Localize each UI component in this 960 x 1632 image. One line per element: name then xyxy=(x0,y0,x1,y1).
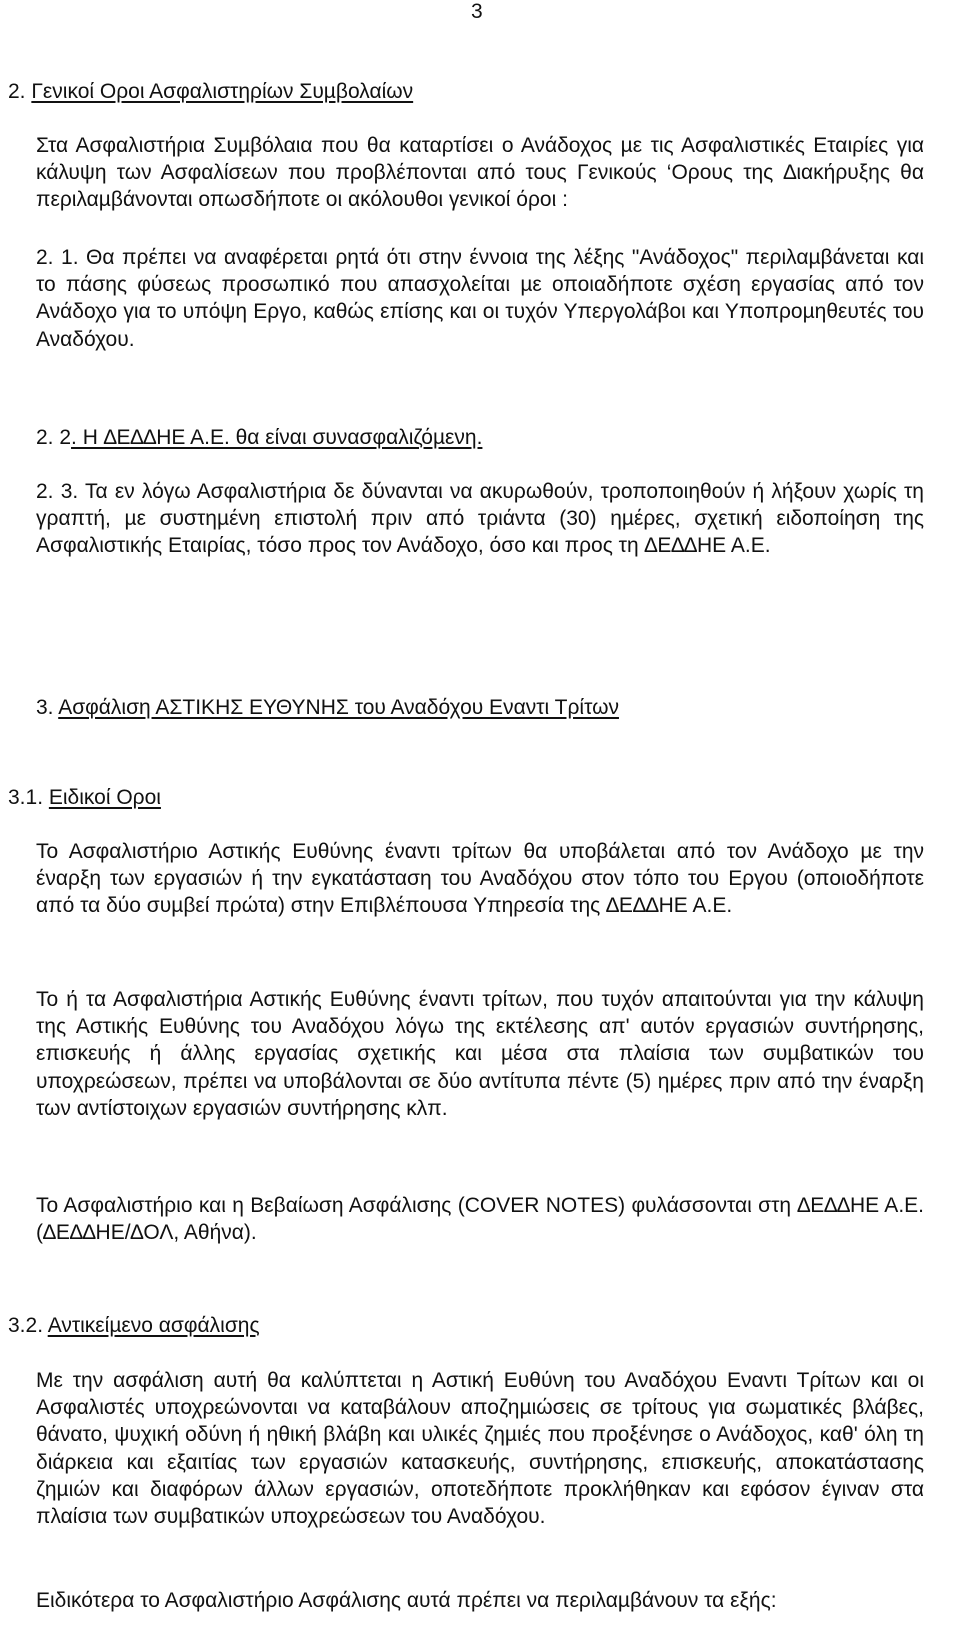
subsection-3-2-heading xyxy=(8,1312,260,1339)
section-2-heading xyxy=(8,78,413,105)
subsection-3-2-paragraph-1: Με την ασφάλιση αυτή θα καλύπτεται η Αστική Ευθύνη του Αναδόχου Εναντι Τρίτων και οι Ασφαλιστές υποχρεώνονται να καταβάλουν αποζηµιώσεις σε τρίτους για σωµατικές βλάβες, θάνατο, ψυχική οδύνη ή ηθική βλάβη και υλικές ζηµιές που προξένησε ο Ανάδοχος, καθ' όλη τη διάρκεια και εξαιτίας των εργασιών κατασκευής, συντήρησης, επισκευής, αποκατάστασης ζηµιών και διαφόρων άλλων εργασιών, οποτεδήποτε προκλήθηκαν και εφόσον έγιναν στα πλαίσια των συµβατικών υποχρεώσεων του Αναδόχου. xyxy=(36,1369,924,1529)
subsection-3-1-number: 3.1. xyxy=(8,786,49,809)
subsection-3-2-number: 3.2. xyxy=(8,1314,48,1337)
clause-2-2 xyxy=(36,424,482,451)
section-3-title: Ασφάλιση ΑΣΤΙΚΗΣ ΕΥΘΥΝΗΣ του Αναδόχου Εναντι Τρίτων xyxy=(58,696,619,719)
section-2-number: 2. xyxy=(8,80,32,103)
clause-2-2-number: 2. 2 xyxy=(36,426,72,449)
section-2-intro: Στα Ασφαλιστήρια Συµβόλαια που θα καταρτίσει ο Ανάδοχος µε τις Ασφαλιστικές Εταιρίες για κάλυψη των Ασφαλίσεων που προβλέπονται από τους Γενικούς ‘Ορους της ∆ιακήρυξης θα περιλαµβάνονται οπωσδήποτε οι ακόλουθοι γενικοί όροι : xyxy=(36,134,924,212)
clause-2-2-text: . Η ∆Ε∆∆ΗΕ Α.Ε. θα είναι συνασφαλιζόµενη. xyxy=(71,426,483,449)
section-3-heading xyxy=(36,694,619,721)
subsection-3-1-heading xyxy=(8,784,161,811)
page-number: 3 xyxy=(471,0,483,23)
subsection-3-2-paragraph-2: Ειδικότερα το Ασφαλιστήριο Ασφάλισης αυτά πρέπει να περιλαµβάνουν τα εξής: xyxy=(36,1589,777,1612)
clause-2-1: 2. 1. Θα πρέπει να αναφέρεται ρητά ότι στην έννοια της λέξης "Ανάδοχος" περιλαµβάνεται και το πάσης φύσεως προσωπικό που απασχολείται µε οποιαδήποτε σχέση εργασίας από τον Ανάδοχο για το υπόψη Εργο, καθώς επίσης και οι τυχόν Υπεργολάβοι και Υποπροµηθευτές του Αναδόχου. xyxy=(36,246,924,351)
subsection-3-1-paragraph-3: Το Ασφαλιστήριο και η Βεβαίωση Ασφάλισης (COVER NOTES) φυλάσσονται στη ∆Ε∆∆ΗΕ Α.Ε. (∆Ε∆∆ΗΕ/∆ΟΛ, Αθήνα). xyxy=(36,1194,924,1245)
clause-2-3: 2. 3. Τα εν λόγω Ασφαλιστήρια δε δύνανται να ακυρωθούν, τροποποιηθούν ή λήξουν χωρίς τη γραπτή, µε συστηµένη επιστολή πριν από τριάντα (30) ηµέρες, σχετική ειδοποίηση της Ασφαλιστικής Εταιρίας, τόσο προς τον Ανάδοχο, όσο και προς τη ∆Ε∆∆ΗΕ Α.Ε. xyxy=(36,480,924,558)
section-3-number: 3. xyxy=(36,696,59,719)
subsection-3-1-paragraph-2: Το ή τα Ασφαλιστήρια Αστικής Ευθύνης έναντι τρίτων, που τυχόν απαιτούνται για την κάλυψη της Αστικής Ευθύνης του Αναδόχου λόγω της εκτέλεσης απ' αυτόν εργασιών συντήρησης, επισκευής ή άλλης εργασίας σχετικής και µέσα στα πλαίσια των συµβατικών του υποχρεώσεων, πρέπει να υποβάλονται σε δύο αντίτυπα πέντε (5) ηµέρες πριν από την έναρξη των αντίστοιχων εργασιών συντήρησης κλπ. xyxy=(36,988,924,1120)
section-2-title: Γενικοί Οροι Ασφαλιστηρίων Συµβολαίων xyxy=(31,80,414,103)
subsection-3-1-paragraph-1: Το Ασφαλιστήριο Αστικής Ευθύνης έναντι τρίτων θα υποβάλεται από τον Ανάδοχο µε την έναρξη των εργασιών ή την εγκατάσταση του Αναδόχου στον τόπο του Εργου (οποιοδήποτε από τα δύο συµβεί πρώτα) στην Επιβλέπουσα Υπηρεσία της ∆Ε∆∆ΗΕ Α.Ε. xyxy=(36,840,924,918)
subsection-3-2-title: Αντικείµενο ασφάλισης xyxy=(47,1314,260,1337)
subsection-3-1-title: Ειδικοί Οροι xyxy=(48,786,161,809)
